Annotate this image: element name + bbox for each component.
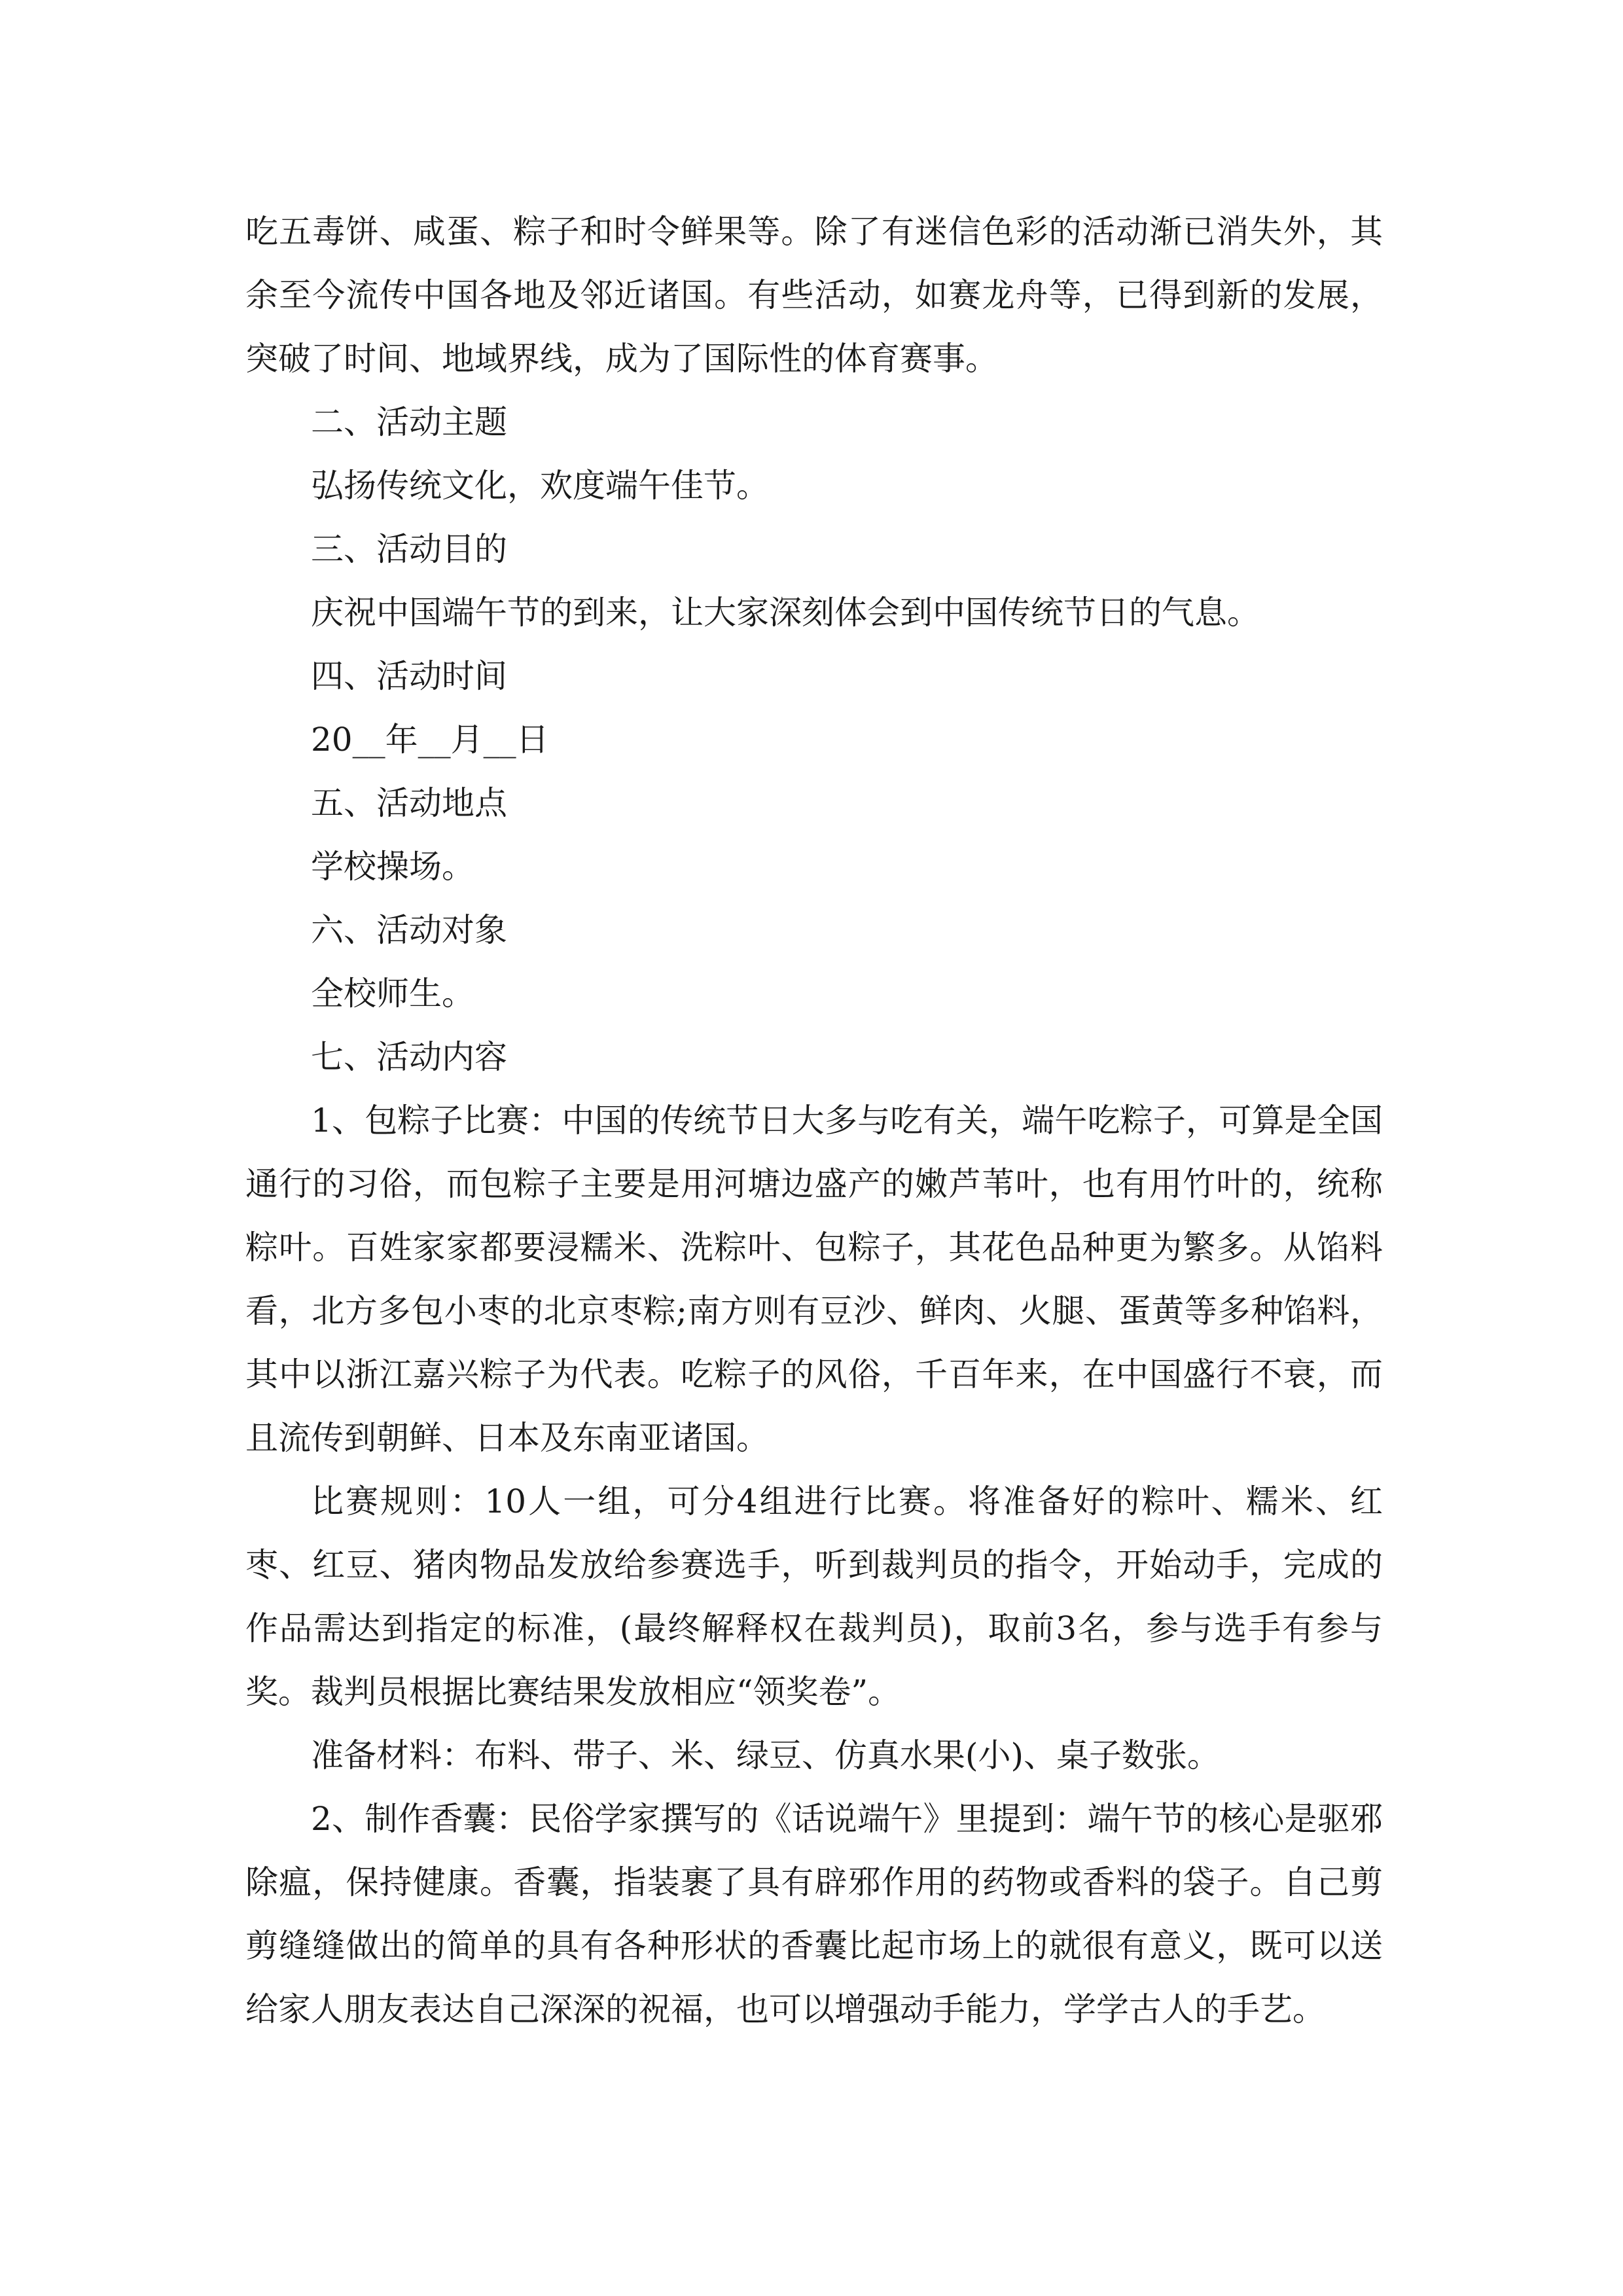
paragraph-zongzi-contest: 1、包粽子比赛：中国的传统节日大多与吃有关，端午吃粽子，可算是全国通行的习俗，而包粽子主要是用河塘边盛产的嫩芦苇叶，也有用竹叶的，统称粽叶。百姓家家都要浸糯米、洗粽叶、包粽子，其花色品种更为繁多。从馅料看，北方多包小枣的北京枣粽;南方则有豆沙、鲜肉、火腿、蛋黄等多种馅料，其中以浙江嘉兴粽子为代表。吃粽子的风俗，千百年来，在中国盛行不衰，而且流传到朝鲜、日本及东南亚诸国。 <box>245 1102 1383 1457</box>
heading-activity-purpose: 三、活动目的 <box>311 530 507 568</box>
heading-activity-content: 七、活动内容 <box>311 1038 507 1076</box>
paragraph-contest-rules: 比赛规则：10人一组，可分4组进行比赛。将准备好的粽叶、糯米、红枣、红豆、猪肉物品发放给参赛选手，听到裁判员的指令，开始动手，完成的作品需达到指定的标准，(最终解释权在裁判员)，取前3名，参与选手有参与奖。裁判员根据比赛结果发放相应“领奖卷”。 <box>245 1482 1383 1711</box>
paragraph-sachet-making: 2、制作香囊：民俗学家撰写的《话说端午》里提到：端午节的核心是驱邪除瘟，保持健康。香囊，指装裹了具有辟邪作用的药物或香料的袋子。自己剪剪缝缝做出的简单的具有各种形状的香囊比起市场上的就很有意义，既可以送给家人朋友表达自己深深的祝福，也可以增强动手能力，学学古人的手艺。 <box>245 1800 1383 2028</box>
heading-activity-audience: 六、活动对象 <box>311 911 507 949</box>
heading-activity-time: 四、活动时间 <box>311 657 507 695</box>
paragraph-activity-location: 学校操场。 <box>311 848 474 886</box>
paragraph-intro-continuation: 吃五毒饼、咸蛋、粽子和时令鲜果等。除了有迷信色彩的活动渐已消失外，其余至今流传中国各地及邻近诸国。有些活动，如赛龙舟等，已得到新的发展，突破了时间、地域界线，成为了国际性的体育赛事。 <box>245 213 1383 378</box>
paragraph-materials: 准备材料：布料、带子、米、绿豆、仿真水果(小)、桌子数张。 <box>311 1736 1221 1774</box>
heading-activity-theme: 二、活动主题 <box>311 403 507 441</box>
paragraph-activity-time: 20__年__月__日 <box>311 721 549 759</box>
document-body <box>245 200 1383 2041</box>
paragraph-activity-purpose: 庆祝中国端午节的到来，让大家深刻体会到中国传统节日的气息。 <box>311 594 1260 632</box>
paragraph-activity-theme: 弘扬传统文化，欢度端午佳节。 <box>311 467 769 505</box>
paragraph-activity-audience: 全校师生。 <box>311 975 474 1013</box>
heading-activity-location: 五、活动地点 <box>311 784 507 822</box>
